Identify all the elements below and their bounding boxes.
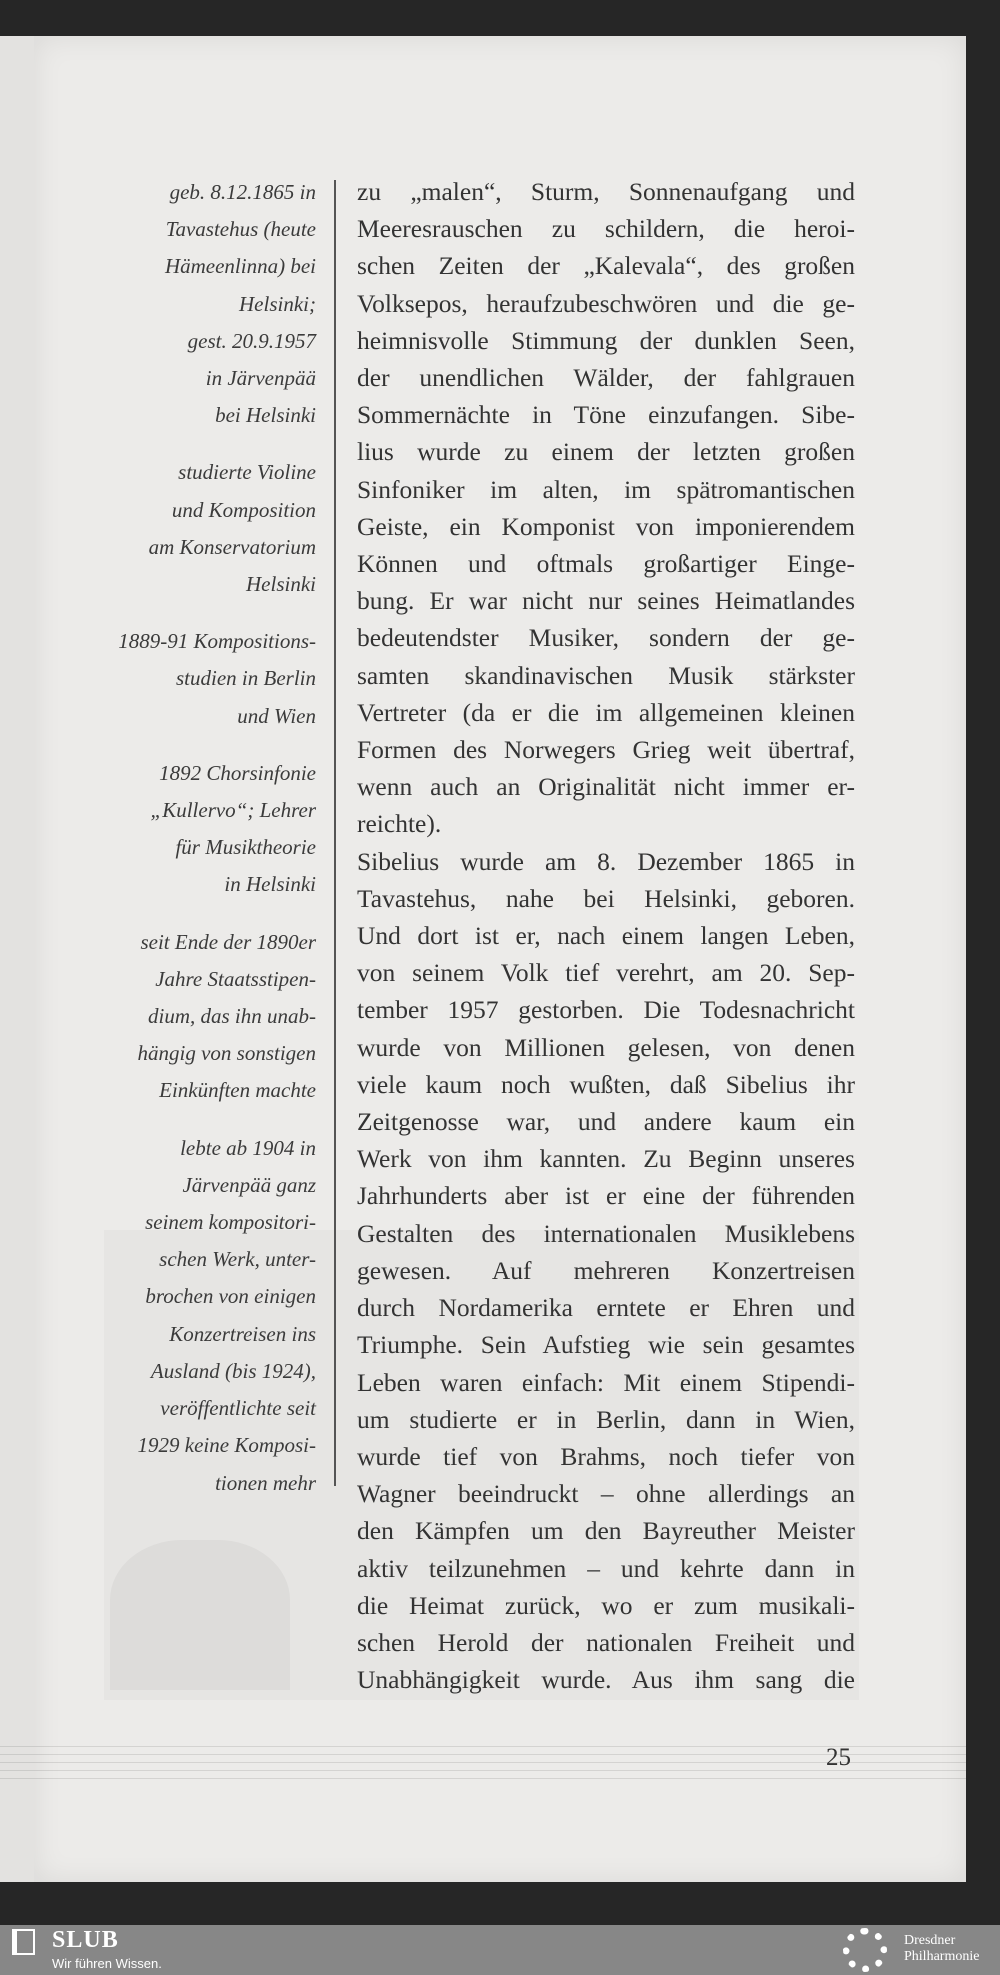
- margin-note-line: veröffentlichte seit: [160, 1396, 316, 1421]
- text-line: Sommernächte in Töne einzufangen. Sibe-: [357, 400, 855, 430]
- text-line: Sibelius wurde am 8. Dezember 1865 in: [357, 846, 855, 876]
- slub-tagline: Wir führen Wissen.: [52, 1956, 162, 1971]
- text-line: Zeitgenosse war, und andere kaum ein: [357, 1107, 855, 1137]
- text-line: Volksepos, heraufzubeschwören und die ge-: [357, 288, 855, 318]
- text-line: wenn auch an Originalität nicht immer er-: [357, 772, 855, 802]
- staff-line: [0, 1746, 966, 1747]
- column-rule: [334, 180, 336, 1486]
- slub-logo[interactable]: SLUB: [52, 1927, 119, 1953]
- text-line: um studierte er in Berlin, dann in Wien,: [357, 1404, 855, 1434]
- page-number: 25: [826, 1744, 851, 1771]
- margin-note: [60, 174, 316, 434]
- text-line: Jahrhunderts aber ist er eine der führenden: [357, 1181, 855, 1211]
- text-line: Unabhängigkeit wurde. Aus ihm sang die: [357, 1665, 855, 1695]
- margin-note-line: für Musiktheorie: [175, 835, 316, 860]
- text-line: Geiste, ein Komponist von imponierendem: [357, 511, 855, 541]
- text-line: Tavastehus, nahe bei Helsinki, geboren.: [357, 883, 855, 913]
- text-line: Gestalten des internationalen Musiklebens: [357, 1218, 855, 1248]
- margin-note-line: Tavastehus (heute: [165, 217, 316, 242]
- margin-note-line: lebte ab 1904 in: [180, 1135, 316, 1160]
- margin-note-line: schen Werk, unter-: [159, 1247, 316, 1272]
- paragraph: [357, 843, 855, 1699]
- text-line: Sinfoniker im alten, im spätromantischen: [357, 474, 855, 504]
- book-icon: [12, 1929, 35, 1955]
- margin-note-line: in Helsinki: [224, 872, 316, 897]
- text-line: Vertreter (da er die im allgemeinen kleinen: [357, 697, 855, 727]
- margin-note-line: dium, das ihn unab-: [148, 1004, 316, 1029]
- margin-note-line: 1929 keine Komposi-: [137, 1433, 316, 1458]
- staff-line: [0, 1778, 966, 1779]
- margin-note-line: 1892 Chorsinfonie: [159, 760, 316, 785]
- margin-note-line: Hämeenlinna) bei: [164, 254, 316, 279]
- margin-note-line: 1889-91 Kompositions-: [118, 629, 316, 654]
- text-line: durch Nordamerika erntete er Ehren und: [357, 1293, 855, 1323]
- facing-page-edge: [0, 36, 35, 1882]
- margin-note-line: Konzertreisen ins: [169, 1321, 316, 1346]
- margin-note-line: bei Helsinki: [215, 403, 316, 428]
- margin-note-line: gest. 20.9.1957: [187, 328, 316, 353]
- margin-note-line: Järvenpää ganz: [182, 1172, 316, 1197]
- margin-note-line: Ausland (bis 1924),: [150, 1358, 316, 1383]
- staff-line: [0, 1754, 966, 1755]
- text-line: Wagner beeindruckt – ohne allerdings an: [357, 1479, 855, 1509]
- margin-note-line: Helsinki;: [239, 291, 316, 316]
- logo-line: Dresdner: [904, 1933, 956, 1948]
- text-line: aktiv teilzunehmen – und kehrte dann in: [357, 1553, 855, 1583]
- margin-note: [60, 924, 316, 1110]
- staff-line: [0, 1762, 966, 1763]
- text-line: von seinem Volk tief verehrt, am 20. Sep-: [357, 958, 855, 988]
- margin-note-line: am Konservatorium: [148, 534, 316, 559]
- text-line: bedeutendster Musiker, sondern der ge-: [357, 623, 855, 653]
- text-line: wurde von Millionen gelesen, von denen: [357, 1032, 855, 1062]
- show-through-figure: [110, 1540, 290, 1690]
- text-line: bung. Er war nicht nur seines Heimatlandes: [357, 586, 855, 616]
- text-line: heimnisvolle Stimmung der dunklen Seen,: [357, 325, 855, 355]
- text-line: wurde tief von Brahms, noch tiefer von: [357, 1441, 855, 1471]
- margin-note-line: hängig von sonstigen: [137, 1041, 316, 1066]
- margin-note-line: Einkünften machte: [159, 1078, 316, 1103]
- margin-note: [60, 454, 316, 603]
- margin-note-line: seinem kompositori-: [145, 1210, 316, 1235]
- margin-note-line: seit Ende der 1890er: [140, 929, 316, 954]
- margin-note-line: und Wien: [237, 703, 316, 728]
- text-line: der unendlichen Wälder, der fahlgrauen: [357, 363, 855, 393]
- text-line: Formen des Norwegers Grieg weit übertraf,: [357, 735, 855, 765]
- margin-note: [60, 623, 316, 735]
- text-line: den Kämpfen um den Bayreuther Meister: [357, 1516, 855, 1546]
- margin-note-line: studierte Violine: [178, 460, 316, 485]
- text-line: gewesen. Auf mehreren Konzertreisen: [357, 1255, 855, 1285]
- text-line: reichte).: [357, 809, 442, 839]
- text-line: viele kaum noch wußten, daß Sibelius ihr: [357, 1069, 855, 1099]
- margin-note: [60, 1130, 316, 1502]
- text-line: tember 1957 gestorben. Die Todesnachricht: [357, 995, 855, 1025]
- text-line: Triumphe. Sein Aufstieg wie sein gesamtes: [357, 1330, 855, 1360]
- text-line: schen Herold der nationalen Freiheit und: [357, 1627, 855, 1657]
- text-line: Meeresrauschen zu schildern, die heroi-: [357, 214, 855, 244]
- sunburst-icon: [843, 1928, 887, 1972]
- margin-note-line: studien in Berlin: [176, 666, 316, 691]
- staff-line: [0, 1770, 966, 1771]
- footer-bar: [0, 1925, 1000, 1975]
- text-line: Werk von ihm kannten. Zu Beginn unseres: [357, 1144, 855, 1174]
- margin-note-line: brochen von einigen: [145, 1284, 316, 1309]
- text-line: Und dort ist er, nach einem langen Leben,: [357, 921, 855, 951]
- text-line: Können und oftmals großartiger Einge-: [357, 549, 855, 579]
- body-text: [357, 173, 855, 1698]
- margin-note-line: Helsinki: [246, 572, 316, 597]
- margin-notes: [60, 174, 316, 1522]
- paragraph: [357, 173, 855, 843]
- margin-note-line: und Komposition: [171, 497, 316, 522]
- text-line: lius wurde zu einem der letzten großen: [357, 437, 855, 467]
- margin-note-line: geb. 8.12.1865 in: [169, 180, 316, 204]
- logo-line: Philharmonie: [904, 1949, 980, 1964]
- text-line: die Heimat zurück, wo er zum musikali-: [357, 1590, 855, 1620]
- margin-note-line: Jahre Staatsstipen-: [155, 966, 316, 991]
- margin-note: [60, 755, 316, 904]
- text-line: zu „malen“, Sturm, Sonnenaufgang und: [357, 177, 855, 206]
- margin-note-line: tionen mehr: [215, 1470, 316, 1495]
- margin-note-line: „Kullervo“; Lehrer: [150, 798, 316, 823]
- text-line: schen Zeiten der „Kalevala“, des großen: [357, 251, 855, 281]
- margin-note-line: in Järvenpää: [205, 366, 316, 391]
- philharmonie-logo[interactable]: [904, 1933, 979, 1965]
- text-line: samten skandinavischen Musik stärkster: [357, 660, 855, 690]
- text-line: Leben waren einfach: Mit einem Stipendi-: [357, 1367, 855, 1397]
